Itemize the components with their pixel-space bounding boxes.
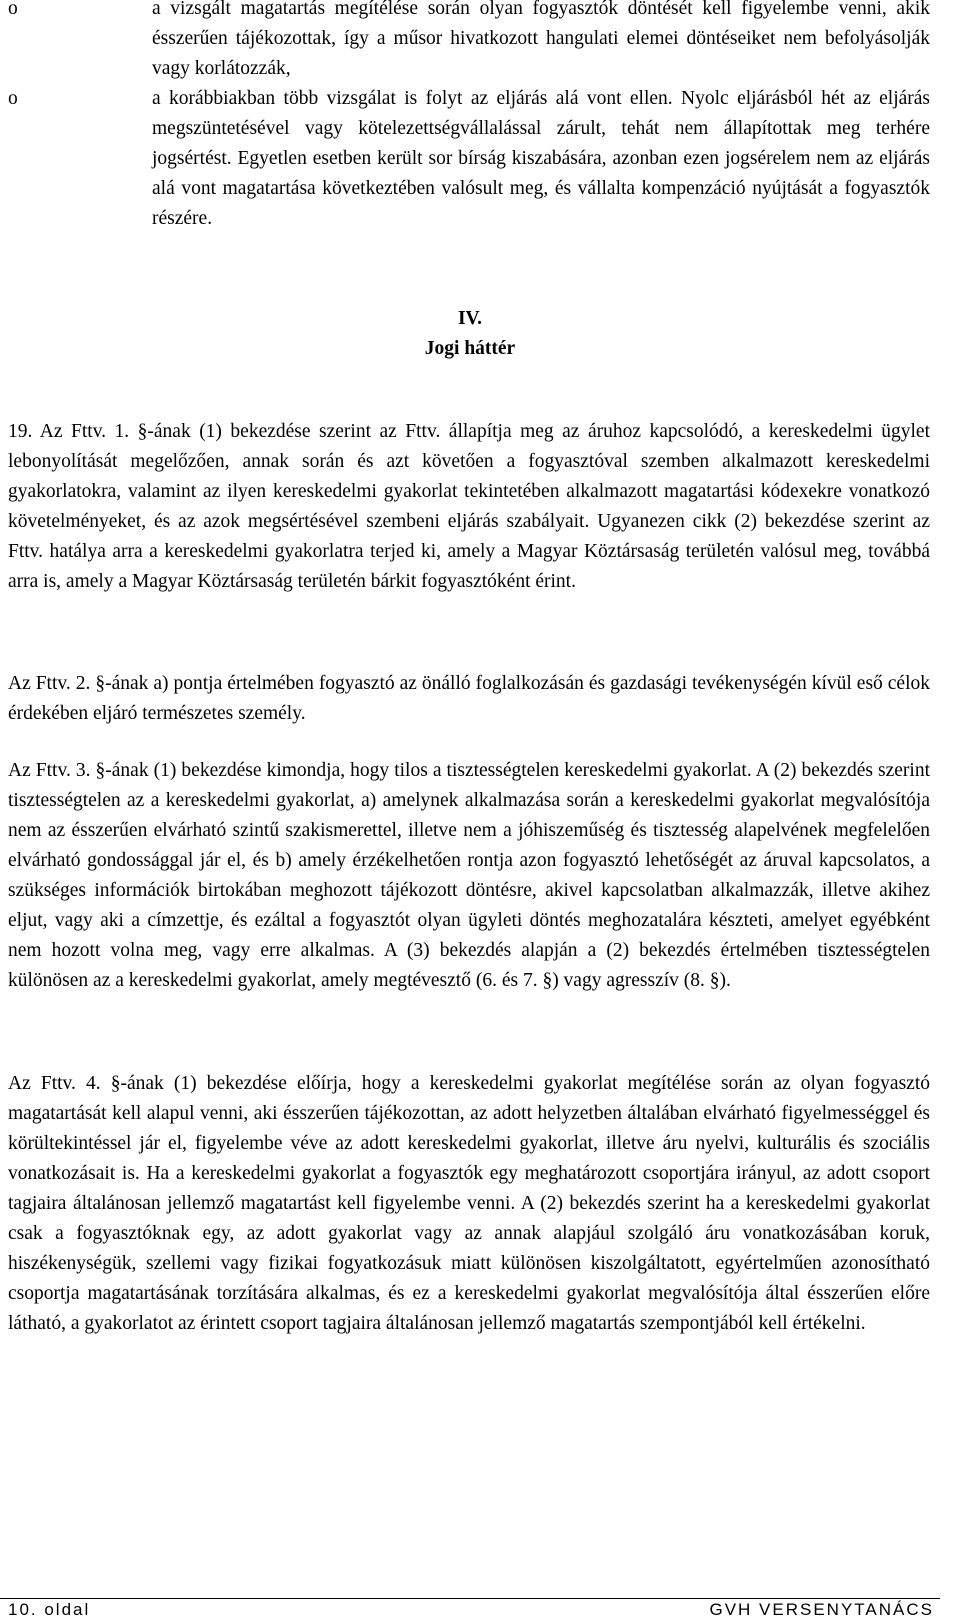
bullet-list	[8, 0, 930, 234]
bullet-item	[8, 0, 930, 84]
footer-divider	[0, 1598, 940, 1599]
paragraph-19: 19. Az Fttv. 1. §-ának (1) bekezdése szerint az Fttv. állapítja meg az áruhoz kapcsolódó, a kereskedelmi ügylet lebonyolítását megelőzően, annak során és azt követően a fogyasztóval szemben alkalmazott kereskedelmi gyakorlatokra, valamint az ilyen kereskedelmi gyakorlat tekintetében alkalmazott magatartási kódexekre vonatkozó követelményeket, és az azok megsértésével szembeni eljárás szabályait. Ugyanezen cikk (2) bekezdése szerint az Fttv. hatálya arra a kereskedelmi gyakorlatra terjed ki, amely a Magyar Köztársaság területén valósul meg, továbbá arra is, amely a Magyar Köztársaság területén bárkit fogyasztóként érint.	[8, 421, 930, 592]
bullet-text: a korábbiakban több vizsgálat is folyt az eljárás alá vont ellen. Nyolc eljárásból hét az eljárás megszüntetésével vagy kötelezettségvállalással zárult, tehát nem állapítottak meg terhére jogsértést. Egyetlen esetben került sor bírság kiszabására, azonban ezen jogsérelem nem az eljárás alá vont magatartása következtében valósult meg, és vállalta kompenzáció nyújtását a fogyasztók részére.	[152, 88, 930, 229]
paragraph-fttv-3: Az Fttv. 3. §-ának (1) bekezdése kimondja, hogy tilos a tisztességtelen kereskedelmi gyakorlat. A (2) bekezdés szerint tisztességtelen az a kereskedelmi gyakorlat, a) amelynek alkalmazása során a kereskedelmi gyakorlat megvalósítója nem az ésszerűen elvárható szintű szakismerettel, illetve nem a jóhiszeműség és tisztesség alapelvének megfelelően elvárható gondossággal jár el, és b) amely érzékelhetően rontja azon fogyasztó lehetőségét az áruval kapcsolatos, a szükséges információk birtokában meghozott tájékozott döntésre, akivel kapcsolatban alkalmazzák, illetve akihez eljut, vagy aki a címzettje, és ezáltal a fogyasztót olyan ügyleti döntés meghozatalára készteti, amelyet egyébként nem hozott volna meg, vagy erre alkalmas. A (3) bekezdés alapján a (2) bekezdés értelmében tisztességtelen különösen az a kereskedelmi gyakorlat, amely megtévesztő (6. és 7. §) vagy agresszív (8. §).	[8, 760, 930, 991]
section-title: Jogi háttér	[424, 338, 516, 359]
paragraph-fttv-4: Az Fttv. 4. §-ának (1) bekezdése előírja, hogy a kereskedelmi gyakorlat megítélése során az olyan fogyasztó magatartását kell alapul venni, aki ésszerűen tájékozottan, az adott helyzetben általában elvárható figyelmességgel és körültekintéssel jár el, figyelembe véve az adott kereskedelmi gyakorlat, illetve áru nyelvi, kulturális és szociális vonatkozásait is. Ha a kereskedelmi gyakorlat a fogyasztók egy meghatározott csoportjára irányul, az adott csoport tagjaira általánosan jellemző magatartást kell figyelembe venni. A (2) bekezdés szerint ha a kereskedelmi gyakorlat csak a fogyasztóknak egy, az adott gyakorlat vagy az annak alapjául szolgáló áru vonatkozásában koruk, hiszékenységük, szellemi vagy fizikai fogyatkozásuk miatt különösen kiszolgáltatott, egyértelműen azonosítható csoportja magatartásának torzítására alkalmas, és ez a kereskedelmi gyakorlat megvalósítója által ésszerűen előre látható, a gyakorlatot az érintett csoport tagjaira általánosan jellemző magatartás szempontjából kell értékelni.	[8, 1073, 930, 1334]
paragraph-fttv-2: Az Fttv. 2. §-ának a) pontja értelmében fogyasztó az önálló foglalkozásán és gazdasági tevékenységén kívül eső célok érdekében eljáró természetes személy.	[8, 673, 930, 724]
footer-organization: GVH VERSENYTANÁCS	[709, 1600, 934, 1619]
bullet-text: a vizsgált magatartás megítélése során olyan fogyasztók döntését kell figyelembe venni, akik ésszerűen tájékozottak, így a műsor hivatkozott hangulati elemei döntéseiket nem befolyásolják vagy korlátozzák,	[152, 0, 930, 79]
bullet-item	[8, 84, 930, 234]
bullet-marker: o	[8, 0, 18, 19]
section-number: IV.	[457, 308, 483, 329]
page-number: 10. oldal	[8, 1600, 91, 1619]
bullet-marker: o	[8, 88, 18, 109]
